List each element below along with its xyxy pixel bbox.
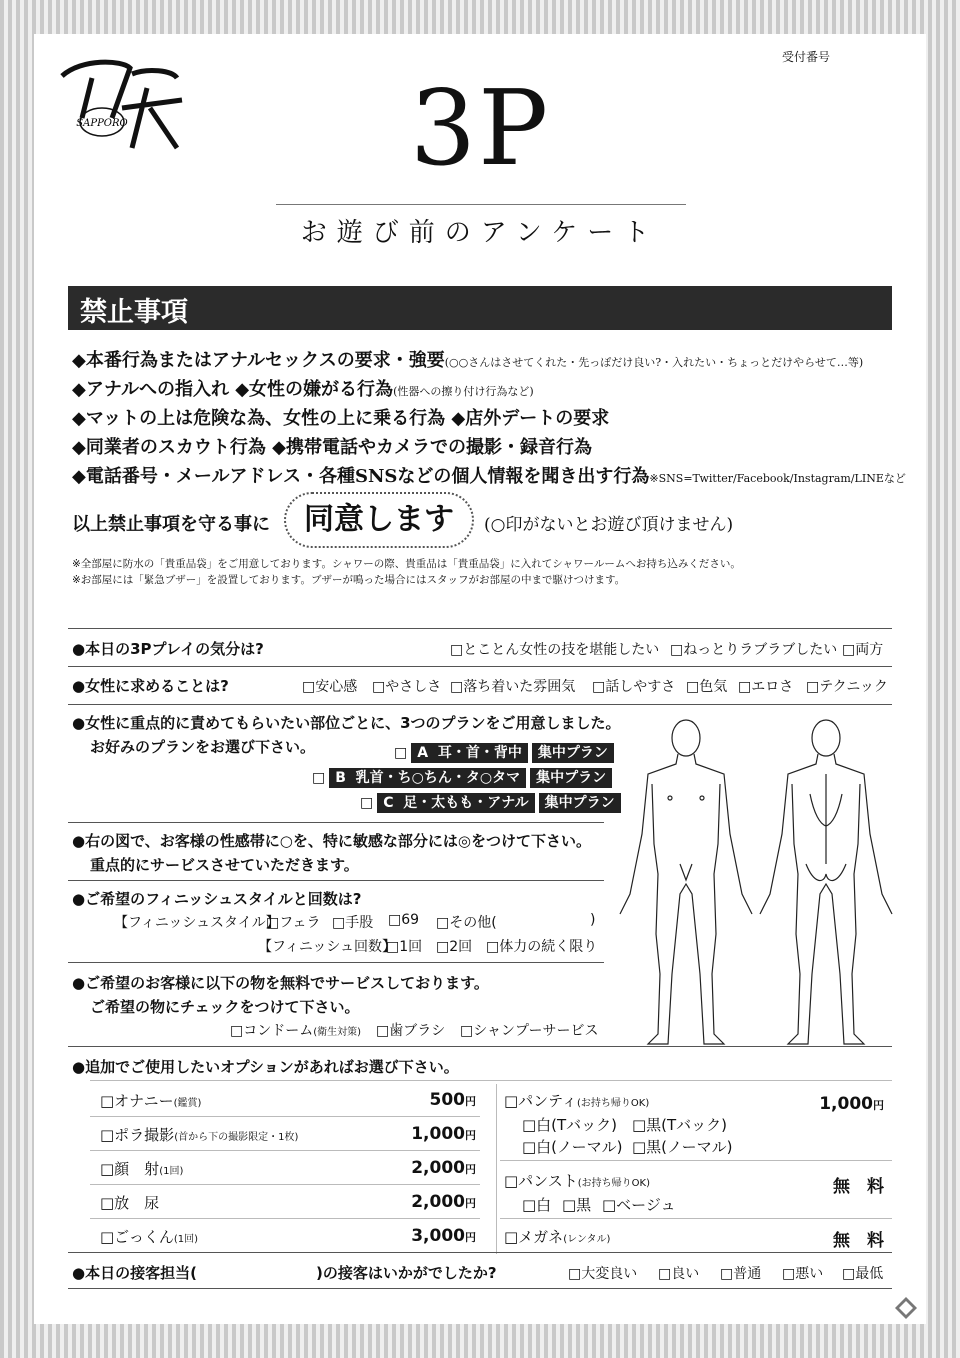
- divider: [68, 880, 604, 881]
- rating-option[interactable]: □悪い: [782, 1266, 824, 1282]
- stocking-choice[interactable]: □白: [522, 1196, 552, 1214]
- finish-style-option[interactable]: □手股: [332, 915, 374, 931]
- q2-option[interactable]: □やさしさ: [372, 679, 442, 695]
- finish-count-option[interactable]: □1回: [386, 939, 423, 955]
- q1-option[interactable]: □ねっとりラブラブしたい: [670, 642, 838, 658]
- divider: [90, 1080, 892, 1081]
- price-facial: 2,000円: [411, 1158, 476, 1178]
- finish-style-label: 【フィニッシュスタイル】: [114, 915, 280, 931]
- panty-choice[interactable]: □黒(Tバック): [632, 1116, 728, 1134]
- divider: [500, 1160, 892, 1161]
- divider: [68, 1288, 892, 1289]
- option-stocking[interactable]: □パンスト(お持ち帰りOK): [504, 1172, 650, 1190]
- receipt-number-label: 受付番号: [782, 50, 831, 64]
- agree-circle-target[interactable]: 同意します: [284, 492, 474, 548]
- finish-style-other[interactable]: □その他(: [436, 915, 497, 931]
- service-option[interactable]: □歯ブラシ: [376, 1023, 446, 1039]
- plan-c[interactable]: □ C 足・太もも・アナル 集中プラン: [360, 792, 621, 814]
- price-masturbation: 500円: [429, 1090, 476, 1110]
- prohibited-heading: 禁止事項: [68, 286, 892, 330]
- q1-label: ●本日の3Pプレイの気分は?: [72, 640, 264, 658]
- divider: [68, 628, 892, 629]
- divider: [68, 1252, 892, 1253]
- q8-label-suffix: )の接客はいかがでしたか?: [316, 1264, 497, 1282]
- service-option[interactable]: □シャンプーサービス: [460, 1023, 599, 1039]
- q2-option[interactable]: □落ち着いた雰囲気: [450, 679, 576, 695]
- stocking-choice[interactable]: □ベージュ: [602, 1196, 676, 1214]
- finish-count-option[interactable]: □体力の続く限り: [486, 939, 598, 955]
- title-divider: [276, 204, 686, 205]
- q8-label-prefix: ●本日の接客担当(: [72, 1264, 197, 1282]
- option-panty[interactable]: □パンティ(お持ち帰りOK): [504, 1092, 650, 1110]
- logo-sub: SAPPORO: [76, 118, 128, 129]
- divider: [500, 1218, 892, 1219]
- rating-option[interactable]: □良い: [658, 1266, 700, 1282]
- option-polaroid[interactable]: □ポラ撮影(首から下の撮影限定・1枚): [100, 1126, 299, 1144]
- option-masturbation[interactable]: □オナニー(鑑賞): [100, 1092, 202, 1110]
- divider: [68, 962, 604, 963]
- agree-prefix: 以上禁止事項を守る事に: [72, 514, 270, 535]
- price-polaroid: 1,000円: [411, 1124, 476, 1144]
- q2-option[interactable]: □安心感: [302, 679, 358, 695]
- prohibited-line: ◆マットの上は危険な為、女性の上に乗る行為 ◆店外デートの要求: [72, 408, 610, 429]
- body-diagram-image[interactable]: [614, 714, 914, 1054]
- prohibited-line: ◆本番行為またはアナルセックスの要求・強要(○○さんはさせてくれた・先っぽだけ良い?・入れたい・ちょっとだけやらせて…等): [72, 350, 864, 371]
- finish-count-label: 【フィニッシュ回数】: [258, 939, 397, 955]
- notice-valuables: ※全部屋に防水の「貴重品袋」をご用意しております。シャワーの際、貴重品は「貴重品袋」に入れてシャワールームへお持ち込みください。: [72, 558, 741, 570]
- back-body-figure: [760, 720, 892, 1044]
- q6-label: ●ご希望のお客様に以下の物を無料でサービスしております。: [72, 974, 489, 992]
- q2-option[interactable]: □エロさ: [738, 679, 794, 695]
- prohibited-line: ◆同業者のスカウト行為 ◆携帯電話やカメラでの撮影・録音行為: [72, 437, 592, 458]
- panty-choice[interactable]: □黒(ノーマル): [632, 1138, 733, 1156]
- q2-option[interactable]: □話しやすさ: [592, 679, 676, 695]
- q1-option[interactable]: □両方: [842, 642, 884, 658]
- finish-style-option[interactable]: □フェラ: [266, 915, 321, 931]
- q3-label-2: お好みのプランをお選び下さい。: [90, 738, 316, 756]
- option-swallow[interactable]: □ごっくん(1回): [100, 1228, 199, 1246]
- corner-emblem-icon: [894, 1296, 918, 1320]
- q1-option[interactable]: □とことん女性の技を堪能したい: [450, 642, 660, 658]
- stocking-choice[interactable]: □黒: [562, 1196, 592, 1214]
- option-urination[interactable]: □放 尿: [100, 1194, 160, 1212]
- option-glasses[interactable]: □メガネ(レンタル): [504, 1228, 611, 1246]
- divider: [68, 822, 604, 823]
- plan-a[interactable]: □ A 耳・首・背中 集中プラン: [394, 742, 614, 764]
- q3-label: ●女性に重点的に責めてもらいたい部位ごとに、3つのプランをご用意しました。: [72, 714, 621, 732]
- price-swallow: 3,000円: [411, 1226, 476, 1246]
- divider: [90, 1218, 480, 1219]
- service-option[interactable]: □コンドーム(衛生対策): [230, 1023, 362, 1039]
- front-body-figure: [620, 720, 752, 1044]
- price-stocking: 無 料: [833, 1177, 884, 1197]
- q2-label: ●女性に求めることは?: [72, 677, 229, 695]
- q4-label-2: 重点的にサービスさせていただきます。: [90, 856, 359, 874]
- price-panty: 1,000円: [819, 1094, 884, 1114]
- page-subtitle: お遊び前のアンケート: [300, 218, 660, 248]
- agree-note: (○印がないとお遊び頂けません): [484, 515, 734, 535]
- panty-choice[interactable]: □白(ノーマル): [522, 1138, 623, 1156]
- price-glasses: 無 料: [833, 1231, 884, 1251]
- divider: [90, 1150, 480, 1151]
- q6-label-2: ご希望の物にチェックをつけて下さい。: [90, 998, 360, 1016]
- q2-option[interactable]: □色気: [686, 679, 728, 695]
- prohibited-line: ◆電話番号・メールアドレス・各種SNSなどの個人情報を聞き出す行為※SNS=Twitter/Facebook/Instagram/LINEなど: [72, 466, 906, 487]
- questionnaire-sheet: [34, 34, 926, 1324]
- rating-option[interactable]: □大変良い: [568, 1266, 638, 1282]
- finish-style-option[interactable]: □69: [388, 912, 420, 928]
- column-divider: [496, 1084, 497, 1254]
- finish-count-option[interactable]: □2回: [436, 939, 473, 955]
- q4-label: ●右の図で、お客様の性感帯に○を、特に敏感な部分には◎をつけて下さい。: [72, 832, 591, 850]
- finish-style-other-close: ): [590, 912, 596, 928]
- divider: [90, 1184, 480, 1185]
- divider: [90, 1116, 480, 1117]
- divider: [68, 666, 892, 667]
- plan-b[interactable]: □ B 乳首・ち○ちん・タ○タマ 集中プラン: [312, 767, 612, 789]
- notice-buzzer: ※お部屋には「緊急ブザー」を設置しております。ブザーが鳴った場合にはスタッフがお部屋の中まで駆けつけます。: [72, 574, 626, 586]
- panty-choice[interactable]: □白(Tバック): [522, 1116, 618, 1134]
- divider: [68, 704, 892, 705]
- rating-option[interactable]: □最低: [842, 1266, 884, 1282]
- q2-option[interactable]: □テクニック: [806, 679, 888, 695]
- q5-label: ●ご希望のフィニッシュスタイルと回数は?: [72, 890, 362, 908]
- option-facial[interactable]: □顔 射(1回): [100, 1160, 184, 1178]
- divider: [68, 1046, 892, 1047]
- q7-label: ●追加でご使用したいオプションがあればお選び下さい。: [72, 1058, 459, 1076]
- page-title: 3P: [409, 67, 551, 189]
- rating-option[interactable]: □普通: [720, 1266, 762, 1282]
- prohibited-line: ◆アナルへの指入れ ◆女性の嫌がる行為(性器への擦り付け行為など): [72, 379, 534, 400]
- price-urination: 2,000円: [411, 1192, 476, 1212]
